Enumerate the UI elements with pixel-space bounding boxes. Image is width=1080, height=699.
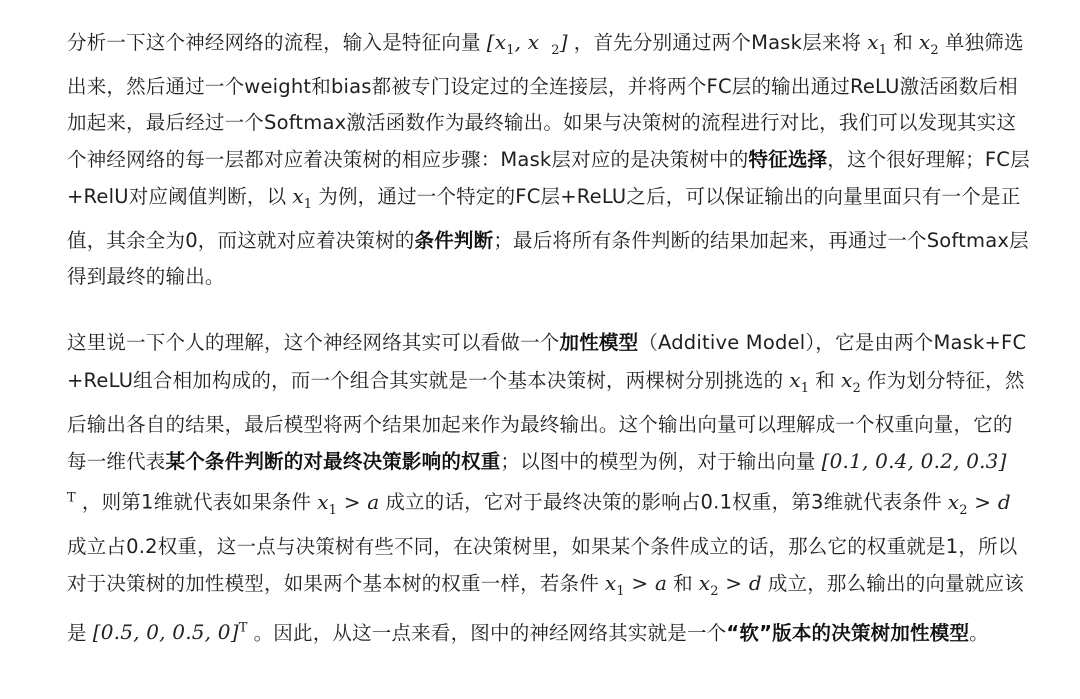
math-subscript: 2: [551, 43, 560, 58]
bold-term: 条件判断: [414, 229, 494, 253]
text-run: 和: [815, 368, 835, 392]
math-expression: [286, 183, 318, 212]
math-expression: [835, 367, 867, 396]
math-expression: [481, 30, 546, 58]
text-run: 成立的话，它对于最终决策的影响占0.1权重，第3维就代表条件: [385, 490, 942, 514]
bold-term: 加性模型: [559, 331, 639, 355]
math-rest: > a: [624, 571, 668, 596]
math-subscript: 1: [303, 196, 313, 212]
text-run: 作为划分特征，然后输出各自的结果，最后模型将两个结果加起来作为最终输出。这个输出向量可以理解成一个权重向量，它的每一维代表: [67, 368, 1025, 474]
paragraph-2: [67, 325, 1032, 651]
math-subscript: 1: [878, 43, 888, 58]
text-run: ，这个很好理解；FC层+RelU对应阈值判断，以: [67, 147, 1030, 208]
text-run: 。: [969, 621, 989, 645]
math-base: x: [604, 571, 617, 596]
math-expression: [913, 30, 945, 58]
text-run: ，首先分别通过两个Mask层来将: [573, 31, 862, 54]
bold-term: 某个条件判断的对最终决策影响的权重: [165, 450, 501, 474]
math-base: x: [840, 367, 853, 392]
math-base: [0.1, 0.4, 0.2, 0.3]: [821, 449, 1007, 474]
math-expression: [599, 571, 673, 600]
math-expression: [311, 489, 385, 518]
math-base: x: [698, 571, 711, 596]
math-subscript: 1: [506, 43, 515, 58]
math-subscript: 1: [800, 380, 810, 396]
math-superscript: T: [238, 620, 248, 636]
text-run: 和: [893, 31, 913, 54]
math-rest: , x: [514, 30, 540, 54]
article-body: [67, 24, 1032, 651]
math-expression: [87, 620, 254, 644]
math-subscript: 2: [710, 584, 719, 600]
math-expression: [545, 30, 574, 58]
math-superscript: T: [67, 490, 76, 506]
math-expression: [942, 489, 1017, 518]
bold-term: 特征选择: [748, 147, 828, 171]
math-subscript: 1: [616, 584, 625, 600]
math-expression: [783, 367, 815, 396]
math-subscript: 2: [930, 43, 939, 58]
math-rest: ]: [559, 30, 568, 54]
math-base: x: [292, 183, 304, 208]
paragraph-1: [67, 24, 1032, 295]
text-run: 单独筛选出来，然后通过一个weight和bias都被专门设定过的全连接层，并将两个FC层的输出通过ReLU激活函数后相加起来，最后经过一个Softmax激活函数作为最终输出。如果与决策树的流程进行对比，我们可以发现其实这个神经网络的每一层都对应着决策树的相应步骤：Mask层对应的是决策树中的: [67, 31, 1024, 171]
math-subscript: 2: [959, 502, 968, 518]
math-base: [0.5, 0, 0.5, 0]: [92, 620, 239, 645]
math-base: x: [867, 30, 879, 54]
text-run: 成立，那么输出的向量就应该是: [67, 572, 1024, 645]
math-rest: > d: [967, 489, 1011, 514]
text-run: 成立占0.2权重，这一点与决策树有些不同，在决策树里，如果某个条件成立的话，那么它的权重就是1，所以对于决策树的加性模型，如果两个基本树的权重一样，若条件: [67, 535, 1018, 596]
text-run: 。因此，从这一点来看，图中的神经网络其实就是一个: [253, 621, 727, 645]
math-base: x: [317, 489, 329, 514]
math-expression: [693, 571, 768, 600]
math-base: x: [918, 30, 931, 54]
math-base: x: [947, 489, 960, 514]
text-run: ；最后将所有条件判断的结果加起来，再通过一个Softmax层得到最终的输出。: [67, 229, 1029, 289]
text-run: ，则第1维就代表如果条件: [81, 490, 312, 514]
math-expression: [861, 30, 893, 58]
math-rest: > a: [337, 489, 380, 514]
bold-term: “软”版本的决策树加性模型: [726, 621, 970, 645]
math-subscript: 2: [852, 380, 861, 396]
text-run: 分析一下这个神经网络的流程，输入是特征向量: [67, 31, 481, 54]
math-subscript: 1: [328, 502, 338, 518]
math-base: [x: [486, 30, 507, 54]
text-run: 为例，通过一个特定的FC层+ReLU之后，可以保证输出的向量里面只有一个是正值，其余全为0，而这就对应着决策树的: [67, 184, 1021, 253]
text-run: （Additive Model），它是由两个Mask+FC+ReLU组合相加构成的，而一个组合其实就是一个基本决策树，两棵树分别挑选的: [67, 331, 1027, 392]
text-run: 这里说一下个人的理解，这个神经网络其实可以看做一个: [67, 331, 560, 355]
math-base: x: [789, 367, 801, 392]
text-run: 和: [673, 572, 693, 596]
math-rest: > d: [718, 571, 762, 596]
text-run: ；以图中的模型为例，对于输出向量: [500, 450, 816, 474]
